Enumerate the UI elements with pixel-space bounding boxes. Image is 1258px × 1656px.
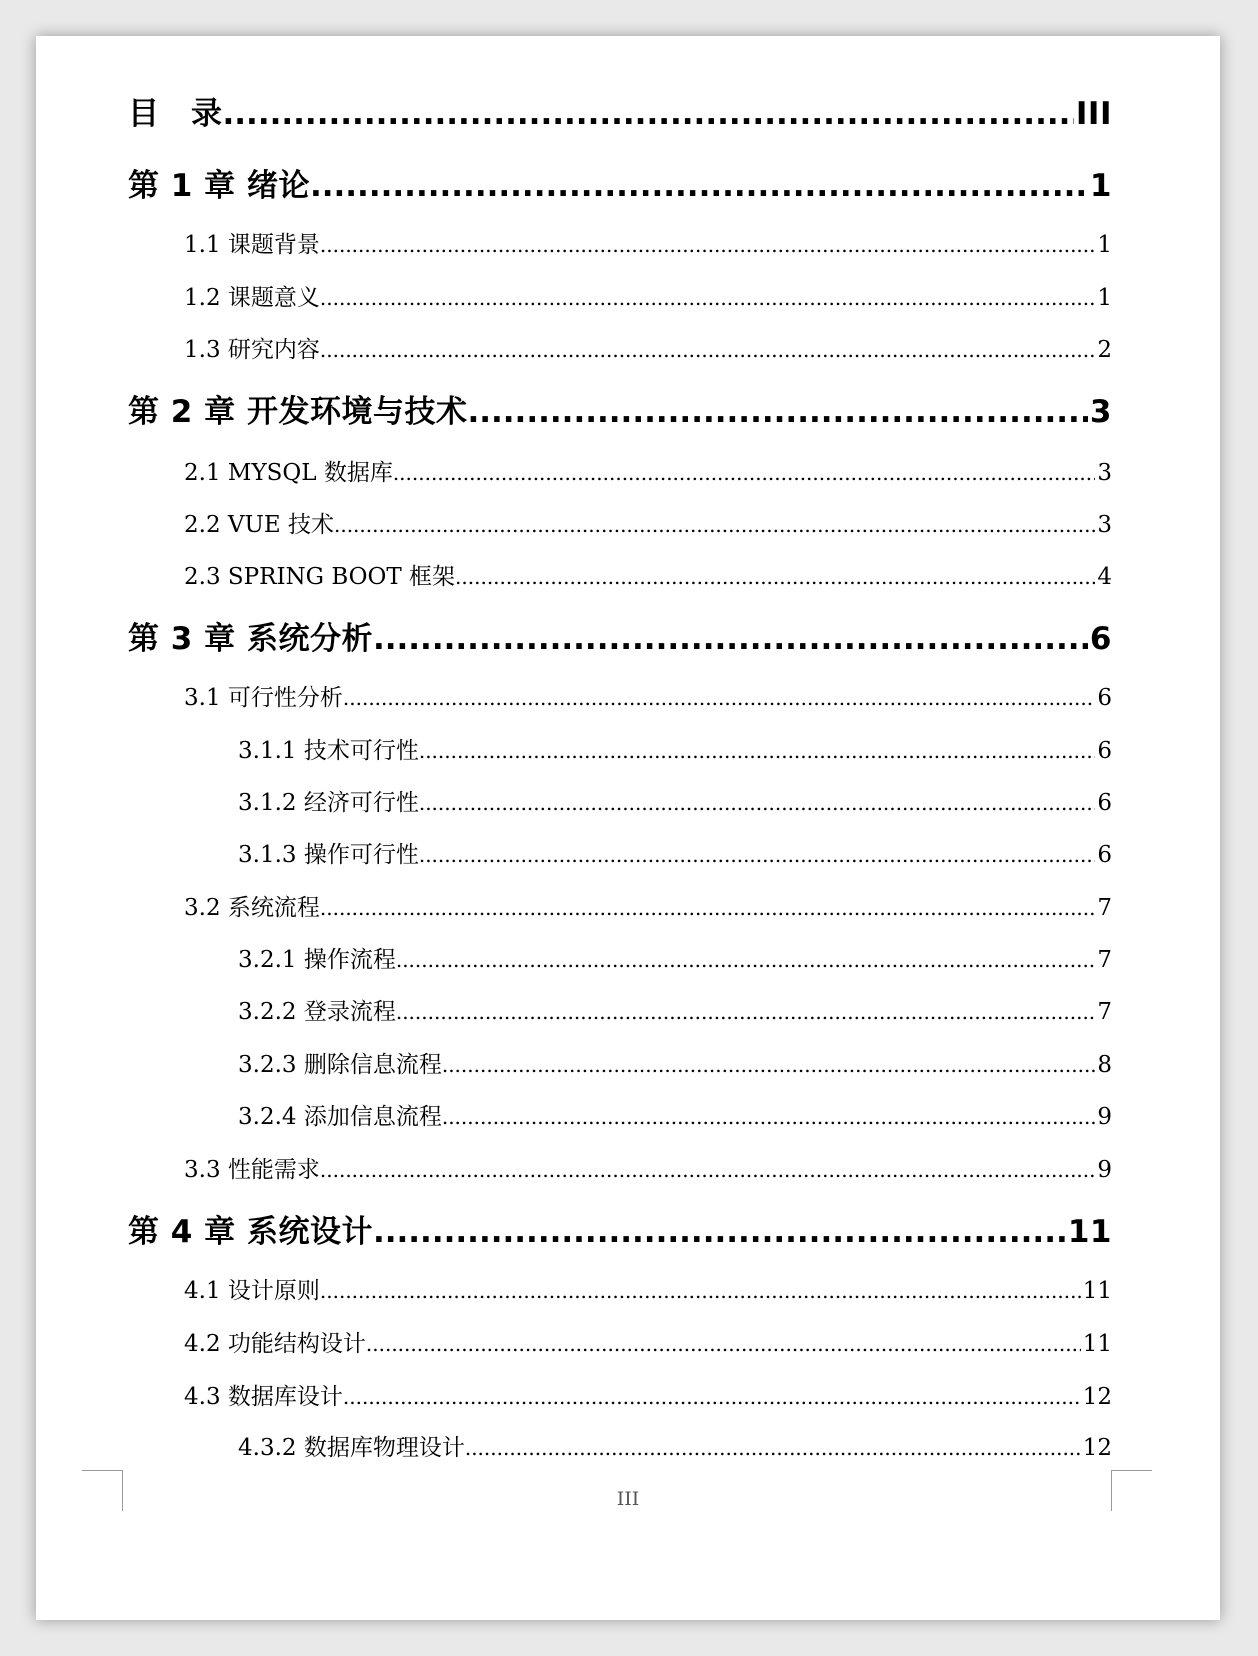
toc-entry-chapter-3[interactable] — [128, 613, 1112, 658]
toc-dot-leader — [396, 1000, 1096, 1024]
toc-entry-label: 1.1 课题背景 — [184, 232, 320, 258]
toc-entry-label: 第 2 章 开发环境与技术 — [128, 394, 468, 430]
toc-entry-3-2-4[interactable] — [238, 1098, 1112, 1131]
toc-entry-page: 12 — [1082, 1384, 1112, 1410]
toc-entry-page: 7 — [1097, 999, 1112, 1025]
toc-dot-leader — [373, 621, 1088, 657]
toc-entry-page: 12 — [1082, 1435, 1112, 1461]
toc-entry-1-1[interactable] — [184, 226, 1112, 259]
toc-entry-4-3-2[interactable] — [238, 1429, 1112, 1462]
toc-entry-label: 4.3.2 数据库物理设计 — [238, 1435, 465, 1461]
toc-entry-label: 4.1 设计原则 — [184, 1278, 320, 1304]
toc-entry-page: 1 — [1097, 232, 1112, 258]
toc-entry-label: 3.1.3 操作可行性 — [238, 842, 419, 868]
toc-entry-4-1[interactable] — [184, 1272, 1112, 1305]
footer-page-number: III — [616, 1488, 640, 1510]
toc-entry-3-2[interactable] — [184, 889, 1112, 922]
toc-dot-leader — [373, 1214, 1066, 1250]
toc-entry-page: 3 — [1089, 394, 1112, 430]
toc-dot-leader — [343, 686, 1095, 710]
toc-dot-leader — [320, 286, 1095, 310]
toc-entry-page: 6 — [1097, 738, 1112, 764]
toc-entry-page: 6 — [1097, 842, 1112, 868]
toc-entry-1-3[interactable] — [184, 331, 1112, 364]
toc-entry-4-3[interactable] — [184, 1378, 1112, 1411]
toc-dot-leader — [334, 513, 1095, 537]
toc-dot-leader — [467, 394, 1087, 430]
toc-dot-leader — [320, 896, 1095, 920]
toc-entry-3-1-3[interactable] — [238, 836, 1112, 869]
toc-dot-leader — [393, 461, 1096, 485]
toc-entry-page: 9 — [1097, 1157, 1112, 1183]
toc-dot-leader — [343, 1385, 1081, 1409]
toc-dot-leader — [310, 168, 1088, 204]
toc-entry-label: 目 录 — [128, 96, 223, 132]
toc-dot-leader — [419, 843, 1096, 867]
toc-entry-chapter-1[interactable] — [128, 160, 1112, 205]
table-of-contents — [36, 36, 1220, 1620]
toc-entry-page: 6 — [1097, 685, 1112, 711]
toc-entry-3-2-1[interactable] — [238, 941, 1112, 974]
toc-entry-page: 8 — [1097, 1052, 1112, 1078]
toc-entry-page: 7 — [1097, 895, 1112, 921]
toc-entry-page: 2 — [1097, 337, 1112, 363]
toc-dot-leader — [320, 1279, 1081, 1303]
toc-entry-1-2[interactable] — [184, 279, 1112, 312]
toc-dot-leader — [396, 948, 1096, 972]
toc-dot-leader — [442, 1053, 1096, 1077]
toc-entry-2-1[interactable] — [184, 454, 1112, 487]
toc-entry-page: 6 — [1097, 790, 1112, 816]
toc-entry-page: 1 — [1097, 285, 1112, 311]
toc-dot-leader — [366, 1332, 1081, 1356]
toc-entry-2-3[interactable] — [184, 558, 1112, 591]
toc-entry-4-2[interactable] — [184, 1325, 1112, 1358]
toc-entry-page: 11 — [1067, 1214, 1112, 1250]
toc-dot-leader — [419, 739, 1096, 763]
toc-entry-label: 1.3 研究内容 — [184, 337, 320, 363]
toc-entry-page: III — [1075, 96, 1112, 132]
toc-entry-contents[interactable] — [128, 88, 1112, 133]
toc-dot-leader — [320, 1158, 1095, 1182]
toc-entry-page: 11 — [1082, 1278, 1112, 1304]
toc-dot-leader — [455, 565, 1095, 589]
toc-entry-page: 3 — [1097, 512, 1112, 538]
toc-entry-chapter-4[interactable] — [128, 1206, 1112, 1251]
toc-entry-3-1-2[interactable] — [238, 784, 1112, 817]
toc-entry-label: 1.2 课题意义 — [184, 285, 320, 311]
toc-entry-label: 3.2.4 添加信息流程 — [238, 1104, 442, 1130]
toc-entry-label: 3.2 系统流程 — [184, 895, 320, 921]
toc-entry-label: 3.2.1 操作流程 — [238, 947, 396, 973]
toc-entry-label: 3.1 可行性分析 — [184, 685, 343, 711]
toc-entry-label: 3.1.2 经济可行性 — [238, 790, 419, 816]
toc-entry-page: 4 — [1097, 564, 1112, 590]
toc-entry-page: 7 — [1097, 947, 1112, 973]
toc-entry-label: 第 1 章 绪论 — [128, 168, 310, 204]
toc-entry-label: 第 4 章 系统设计 — [128, 1214, 373, 1250]
toc-dot-leader — [223, 96, 1074, 132]
toc-dot-leader — [465, 1436, 1081, 1460]
toc-entry-3-3[interactable] — [184, 1151, 1112, 1184]
toc-entry-label: 3.2.2 登录流程 — [238, 999, 396, 1025]
toc-dot-leader — [320, 338, 1095, 362]
toc-entry-2-2[interactable] — [184, 506, 1112, 539]
toc-entry-page: 1 — [1089, 168, 1112, 204]
toc-entry-label: 2.2 VUE 技术 — [184, 512, 334, 538]
toc-entry-page: 9 — [1097, 1104, 1112, 1130]
toc-entry-label: 2.3 SPRING BOOT 框架 — [184, 564, 456, 590]
toc-entry-page: 3 — [1097, 460, 1112, 486]
toc-dot-leader — [419, 791, 1096, 815]
toc-entry-3-2-3[interactable] — [238, 1046, 1112, 1079]
toc-entry-label: 2.1 MYSQL 数据库 — [184, 460, 393, 486]
toc-entry-chapter-2[interactable] — [128, 386, 1112, 431]
toc-entry-3-2-2[interactable] — [238, 993, 1112, 1026]
toc-dot-leader — [320, 233, 1095, 257]
toc-entry-label: 3.1.1 技术可行性 — [238, 738, 419, 764]
toc-entry-page: 11 — [1082, 1331, 1112, 1357]
toc-entry-label: 3.3 性能需求 — [184, 1157, 320, 1183]
toc-dot-leader — [442, 1105, 1096, 1129]
toc-entry-3-1[interactable] — [184, 679, 1112, 712]
toc-entry-label: 4.2 功能结构设计 — [184, 1331, 366, 1357]
toc-entry-page: 6 — [1089, 621, 1112, 657]
toc-entry-label: 4.3 数据库设计 — [184, 1384, 343, 1410]
toc-entry-label: 3.2.3 删除信息流程 — [238, 1052, 442, 1078]
toc-entry-3-1-1[interactable] — [238, 732, 1112, 765]
toc-entry-label: 第 3 章 系统分析 — [128, 621, 373, 657]
document-page — [36, 36, 1220, 1620]
